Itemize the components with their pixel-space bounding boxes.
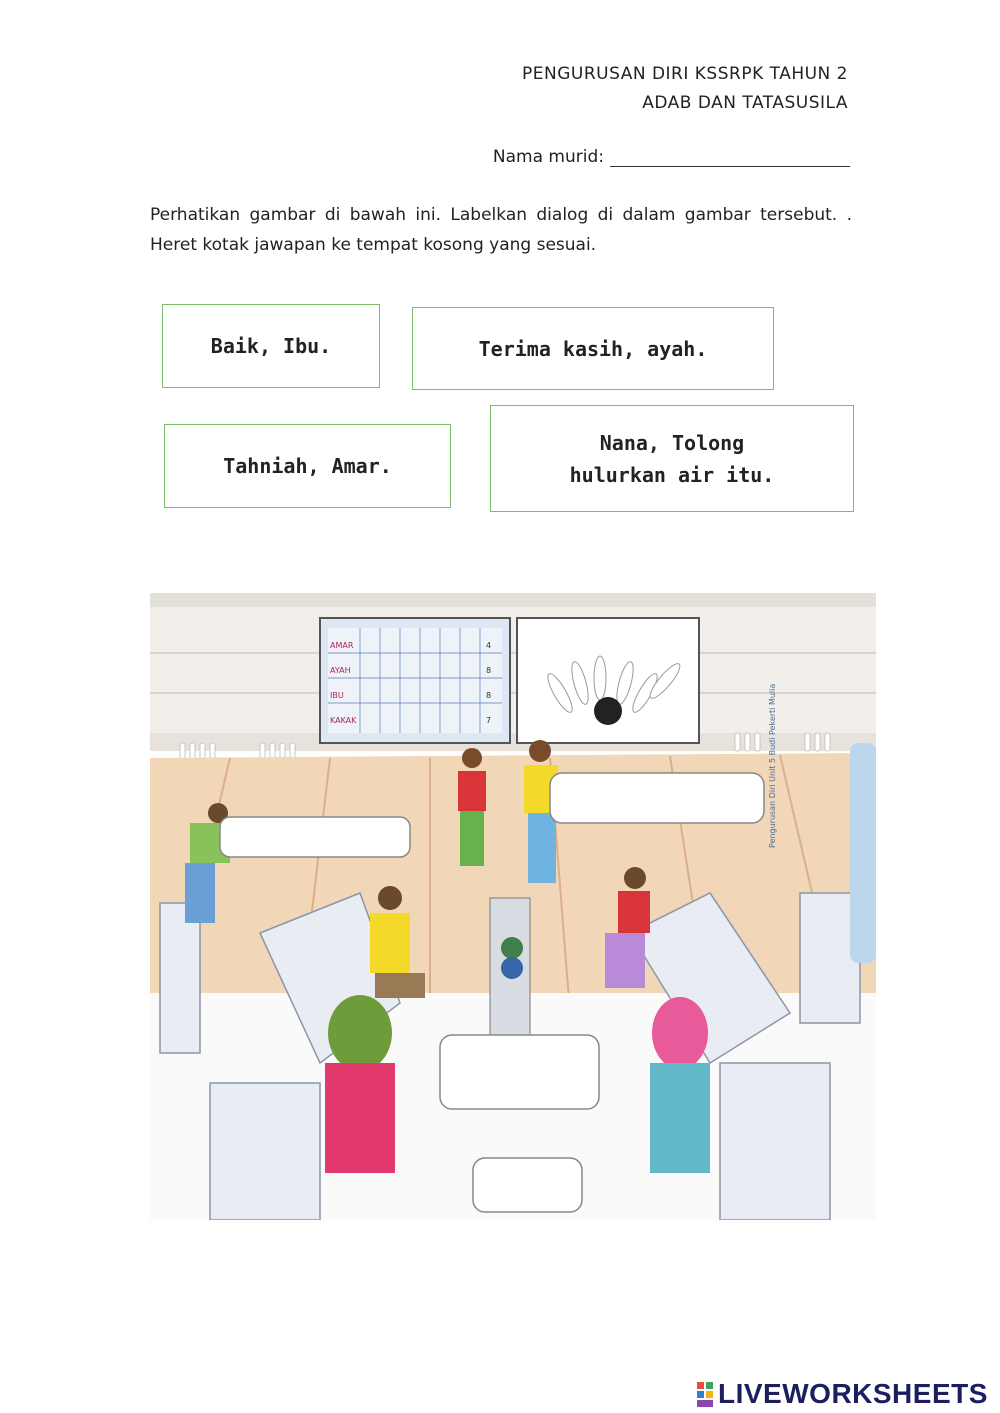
score-total-ibu: 8 (486, 691, 492, 700)
drop-zone-bubble-4[interactable] (473, 1158, 582, 1212)
score-player-ibu: IBU (330, 691, 344, 700)
student-name-row (493, 147, 850, 167)
answer-box-terima-kasih[interactable]: Terima kasih, ayah. (412, 307, 774, 390)
score-player-ayah: AYAH (330, 666, 351, 675)
score-player-kakak: KAKAK (330, 716, 357, 725)
score-total-kakak: 7 (486, 716, 492, 725)
instruction-text: Perhatikan gambar di bawah ini. Labelkan dialog di dalam gambar tersebut. . Heret kotak jawapan ke tempat kosong yang sesuai. (150, 205, 852, 255)
student-name-field[interactable] (610, 148, 850, 167)
bowling-scene-illustration (150, 593, 876, 1220)
score-player-amar: AMAR (330, 641, 354, 650)
score-total-amar: 4 (486, 641, 492, 650)
drop-zone-bubble-3[interactable] (440, 1035, 599, 1109)
student-name-label: Nama murid: (492, 147, 604, 167)
score-total-ayah: 8 (486, 666, 492, 675)
side-strip-label: Pengurusan Diri Unit 5 Budi Pekerti Mulia (768, 683, 777, 848)
answer-box-tolong-air[interactable]: Nana, Tolong hulurkan air itu. (490, 405, 854, 512)
answer-box-baik-ibu[interactable]: Baik, Ibu. (162, 304, 380, 388)
liveworksheets-brand[interactable]: LIVEWORKSHEETS (718, 1378, 988, 1409)
drop-zone-bubble-1[interactable] (220, 817, 410, 857)
drop-zone-bubble-2[interactable] (550, 773, 764, 823)
answer-box-tahniah[interactable]: Tahniah, Amar. (164, 424, 451, 508)
worksheet-subtitle: ADAB DAN TATASUSILA (642, 93, 848, 113)
liveworksheets-logo-icon (697, 1382, 713, 1408)
worksheet-title: PENGURUSAN DIRI KSSRPK TAHUN 2 (522, 64, 848, 84)
